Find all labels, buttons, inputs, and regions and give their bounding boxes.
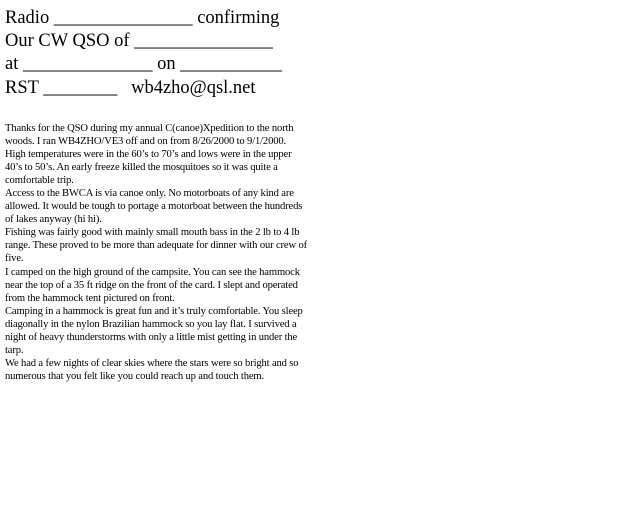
paragraph-stars: We had a few nights of clear skies where the stars were so bright and so numerous that you felt like you could reach up and touch them.	[5, 357, 299, 382]
date-time-line: at ______________ on ___________	[5, 54, 282, 75]
paragraph-campsite: I camped on the high ground of the campsite. You can see the hammock near the top of a 35 ft ridge on the front of the card. I slept and operated from the hammock tent pictured on front.	[5, 266, 300, 304]
paragraph-hammock: Camping in a hammock is great fun and it’s truly comfortable. You sleep diagonally in the nylon Brazilian hammock so you lay flat. I survived a night of heavy thunderstorms with only a little mist getting in under the tarp.	[5, 305, 303, 356]
qsl-header	[5, 7, 335, 100]
qsl-message-body	[5, 122, 307, 383]
cw-qso-line: Our CW QSO of _______________	[5, 31, 273, 52]
paragraph-fishing: Fishing was fairly good with mainly small mouth bass in the 2 lb to 4 lb range. These proved to be more than adequate for dinner with our crew of five.	[5, 227, 307, 265]
radio-confirming-line: Radio _______________ confirming	[5, 8, 280, 28]
paragraph-bwca-access: Access to the BWCA is via canoe only. No motorboats of any kind are allowed. It would be tough to portage a motorboat between the hundreds of lakes anyway (hi hi).	[5, 188, 303, 226]
rst-email-line: RST ________ wb4zho@qsl.net	[5, 77, 256, 98]
paragraph-trip-intro: Thanks for the QSO during my annual C(canoe)Xpedition to the north woods. I ran WB4ZHO/VE3 off and on from 8/26/2000 to 9/1/2000. High temperatures were in the 60’s to 70’s and lows were in the upper 40’s to 50’s. An early freeze killed the mosquitoes so it was quite a comfortable trip.	[5, 123, 294, 187]
